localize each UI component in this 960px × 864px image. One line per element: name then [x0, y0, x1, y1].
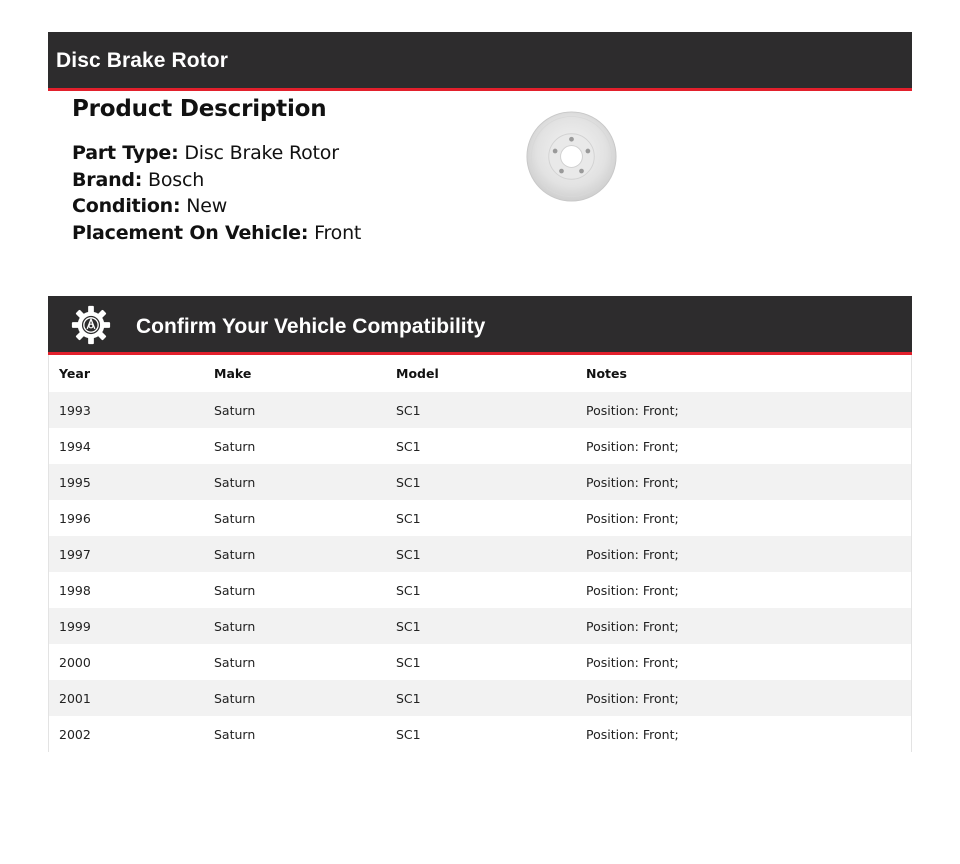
- table-row: [49, 464, 911, 500]
- description-heading: Product Description: [72, 96, 327, 122]
- make-cell: Saturn: [214, 618, 256, 634]
- placement-label: Placement On Vehicle:: [72, 221, 309, 244]
- brand-label: Brand:: [72, 168, 143, 191]
- model-cell: SC1: [396, 438, 421, 454]
- brand-value: Bosch: [148, 168, 205, 191]
- condition-row: [72, 193, 492, 220]
- model-cell: SC1: [396, 582, 421, 598]
- make-cell: Saturn: [214, 546, 256, 562]
- year-cell: 1996: [59, 510, 91, 526]
- year-cell: 2001: [59, 690, 91, 706]
- column-make: Make: [214, 366, 252, 381]
- table-row: [49, 500, 911, 536]
- table-row: [49, 428, 911, 464]
- table-header-row: [49, 355, 911, 392]
- model-cell: SC1: [396, 726, 421, 742]
- year-cell: 1998: [59, 582, 91, 598]
- make-cell: Saturn: [214, 726, 256, 742]
- make-cell: Saturn: [214, 510, 256, 526]
- notes-cell: Position: Front;: [586, 546, 679, 562]
- year-cell: 1993: [59, 402, 91, 418]
- year-cell: 1994: [59, 438, 91, 454]
- part-type-label: Part Type:: [72, 142, 179, 164]
- year-cell: 1999: [59, 618, 91, 634]
- product-title-bar: [48, 32, 912, 91]
- table-row: [49, 716, 911, 752]
- make-cell: Saturn: [214, 582, 256, 598]
- model-cell: SC1: [396, 654, 421, 670]
- notes-cell: Position: Front;: [586, 690, 679, 706]
- model-cell: SC1: [396, 402, 421, 418]
- column-year: Year: [59, 366, 90, 381]
- compatibility-title: Confirm Your Vehicle Compatibility: [136, 315, 486, 338]
- make-cell: Saturn: [214, 438, 256, 454]
- year-cell: 1997: [59, 546, 91, 562]
- gear-icon: [70, 304, 112, 346]
- column-model: Model: [396, 366, 439, 381]
- notes-cell: Position: Front;: [586, 402, 679, 418]
- brake-rotor-image: [526, 111, 617, 202]
- year-cell: 2000: [59, 654, 91, 670]
- product-title: Disc Brake Rotor: [56, 49, 228, 72]
- make-cell: Saturn: [214, 690, 256, 706]
- placement-row: [72, 220, 492, 247]
- part-type-row: [72, 140, 492, 167]
- notes-cell: Position: Front;: [586, 438, 679, 454]
- column-notes: Notes: [586, 366, 627, 381]
- condition-value: New: [186, 195, 228, 217]
- notes-cell: Position: Front;: [586, 618, 679, 634]
- notes-cell: Position: Front;: [586, 654, 679, 670]
- model-cell: SC1: [396, 690, 421, 706]
- make-cell: Saturn: [214, 474, 256, 490]
- make-cell: Saturn: [214, 654, 256, 670]
- table-row: [49, 644, 911, 680]
- table-row: [49, 680, 911, 716]
- year-cell: 1995: [59, 474, 91, 490]
- model-cell: SC1: [396, 618, 421, 634]
- compatibility-table: [48, 355, 912, 752]
- model-cell: SC1: [396, 546, 421, 562]
- condition-label: Condition:: [72, 195, 181, 217]
- table-row: [49, 536, 911, 572]
- table-row: [49, 572, 911, 608]
- table-row: [49, 608, 911, 644]
- notes-cell: Position: Front;: [586, 510, 679, 526]
- placement-value: Front: [314, 221, 362, 244]
- year-cell: 2002: [59, 726, 91, 742]
- notes-cell: Position: Front;: [586, 474, 679, 490]
- product-description: [72, 96, 492, 246]
- table-row: [49, 392, 911, 428]
- notes-cell: Position: Front;: [586, 582, 679, 598]
- part-type-value: Disc Brake Rotor: [184, 142, 339, 164]
- model-cell: SC1: [396, 474, 421, 490]
- brand-row: [72, 167, 492, 194]
- compatibility-header: [48, 296, 912, 355]
- notes-cell: Position: Front;: [586, 726, 679, 742]
- make-cell: Saturn: [214, 402, 256, 418]
- model-cell: SC1: [396, 510, 421, 526]
